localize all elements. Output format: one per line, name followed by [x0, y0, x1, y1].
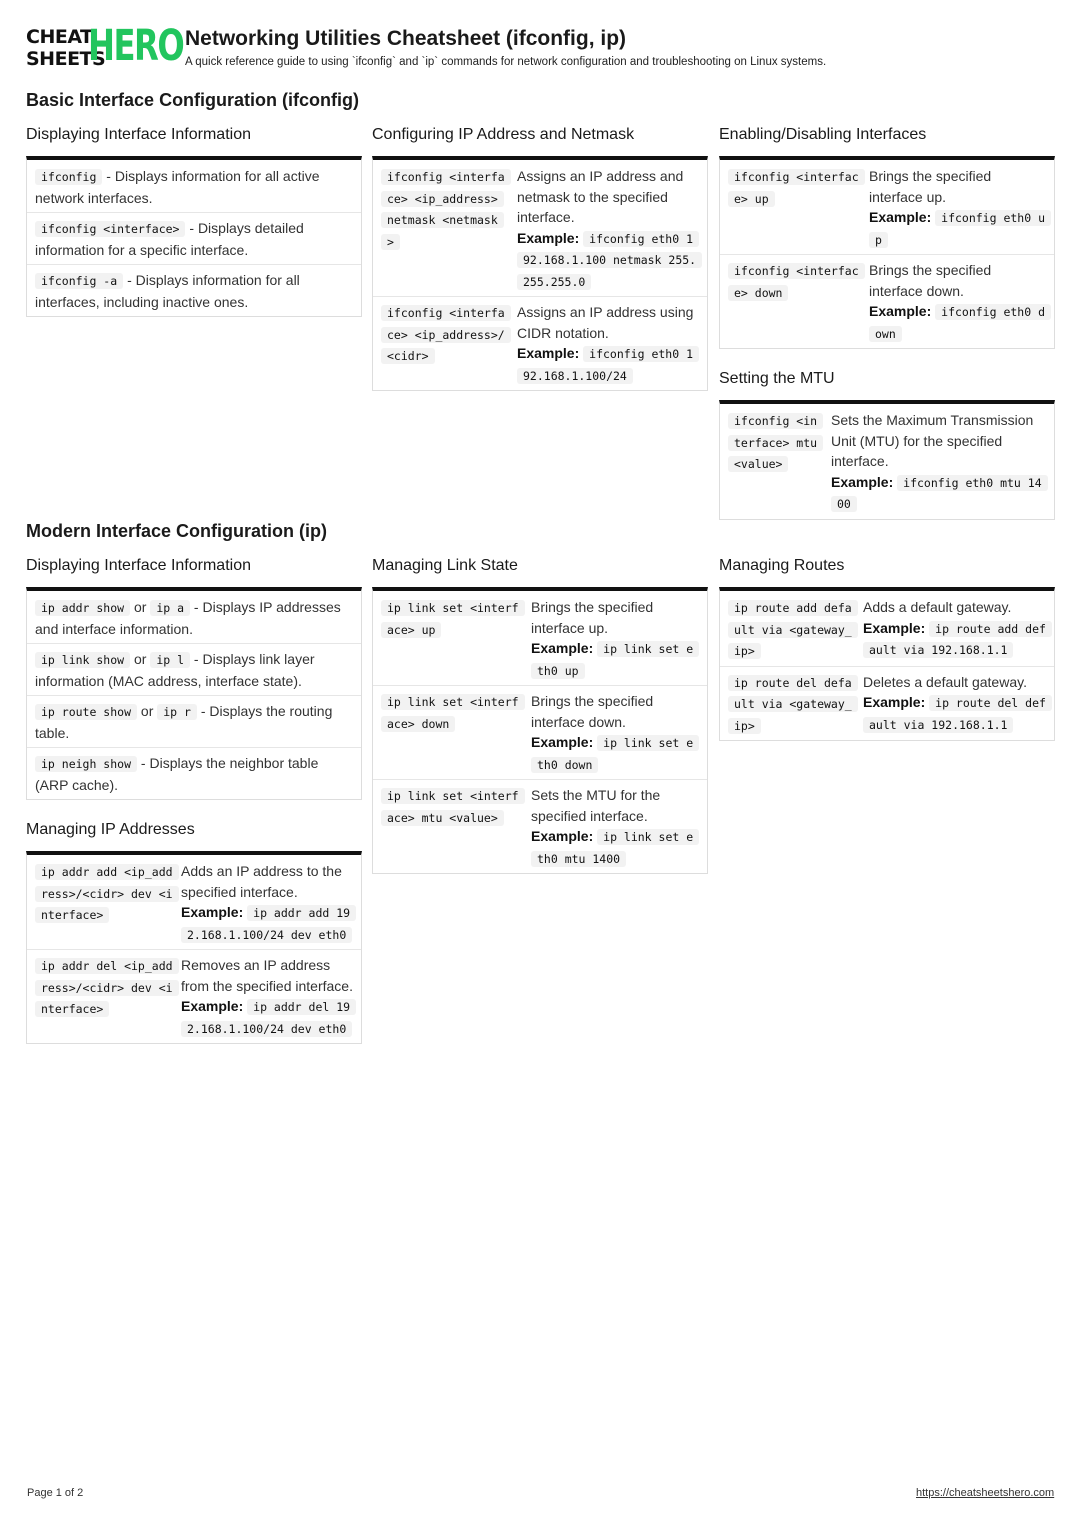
page-title: Networking Utilities Cheatsheet (ifconfig, ip) — [185, 27, 627, 50]
command-description: Assigns an IP address and netmask to the specified interface. — [517, 168, 684, 225]
command-description: Sets the MTU for the specified interface. — [531, 787, 661, 824]
command-alias: ip a — [150, 600, 190, 616]
example-label: Example: — [531, 734, 594, 750]
command-description: Displays the neighbor table (ARP cache). — [35, 755, 319, 793]
card-title: Displaying Interface Information — [26, 557, 251, 574]
table-row — [27, 949, 361, 1043]
example-label: Example: — [831, 473, 894, 490]
list-item: ifconfig -a - Displays information for all interfaces, including inactive ones. — [27, 264, 361, 316]
command-code: ifconfig <interface> up — [728, 169, 865, 207]
card-title: Setting the MTU — [719, 370, 835, 387]
table-row — [720, 160, 1054, 254]
example-label: Example: — [181, 998, 244, 1014]
example-code: ifconfig eth0 up — [869, 210, 1051, 248]
command-code: ip addr show — [35, 600, 130, 616]
example-label: Example: — [531, 828, 594, 844]
example-code: ip addr del 192.168.1.100/24 dev eth0 — [181, 999, 356, 1037]
card-title: Managing IP Addresses — [26, 821, 195, 838]
command-code: ifconfig <interface> <ip_address> netmask <netmask> — [381, 169, 511, 250]
command-code: ip route del default via <gateway_ip> — [728, 675, 858, 734]
example-code: ifconfig eth0 192.168.1.100 netmask 255.255.255.0 — [517, 231, 702, 290]
command-code: ip addr del <ip_address>/<cidr> dev <interface> — [35, 958, 179, 1017]
card-title: Configuring IP Address and Netmask — [372, 126, 635, 143]
card-set-mtu — [719, 400, 1055, 520]
command-code: ip link show — [35, 652, 130, 668]
card-managing-routes — [719, 587, 1055, 741]
card-title: Managing Routes — [719, 557, 845, 574]
command-description: Deletes a default gateway. — [863, 673, 1027, 690]
column-ip-link — [372, 556, 708, 874]
example-label: Example: — [517, 345, 580, 361]
column-ip-display — [26, 556, 362, 1044]
example-code: ifconfig eth0 down — [869, 304, 1051, 342]
list-item: ip route show or ip r - Displays the routing table. — [27, 695, 361, 747]
list-item: ifconfig - Displays information for all active network interfaces. — [35, 168, 320, 206]
command-description: Brings the specified interface up. — [869, 168, 992, 205]
command-code: ifconfig — [35, 169, 102, 185]
card-managing-link — [372, 587, 708, 874]
column-ip-routes — [719, 556, 1055, 741]
command-alias: ip r — [157, 704, 197, 720]
example-code: ifconfig eth0 192.168.1.100/24 — [517, 346, 699, 384]
card-ip-display-info — [26, 587, 362, 800]
example-code: ip addr add 192.168.1.100/24 dev eth0 — [181, 905, 356, 943]
command-code: ip neigh show — [35, 756, 137, 772]
command-code: ifconfig <interface> down — [728, 263, 865, 301]
table-row — [373, 685, 707, 779]
example-label: Example: — [863, 619, 926, 636]
command-code: ip route show — [35, 704, 137, 720]
command-code: ip route add default via <gateway_ip> — [728, 600, 858, 659]
card-display-info — [26, 156, 362, 317]
command-alias: ip l — [150, 652, 190, 668]
example-code: ifconfig eth0 mtu 1400 — [831, 475, 1048, 513]
card-title: Displaying Interface Information — [26, 126, 251, 143]
example-label: Example: — [531, 640, 594, 656]
command-description: Sets the Maximum Transmission Unit (MTU) for the specified interface. — [831, 412, 1034, 469]
page-subtitle: A quick reference guide to using `ifconfig` and `ip` commands for network configuration and troubleshooting on Linux systems. — [185, 56, 827, 68]
logo-cheat-text: CHEAT — [26, 26, 93, 48]
example-code: ip link set eth0 up — [531, 641, 699, 679]
command-code: ifconfig <interface> mtu <value> — [728, 413, 823, 472]
command-description: Adds a default gateway. — [863, 599, 1012, 615]
card-configure-ip — [372, 156, 708, 391]
logo-hero-text: HERO — [88, 21, 184, 71]
table-row — [720, 404, 1054, 519]
footer-link[interactable]: https://cheatsheetshero.com — [916, 1487, 1055, 1499]
command-description: Assigns an IP address using CIDR notation. — [517, 304, 694, 341]
column-ifconfig-configure — [372, 125, 708, 391]
page-header — [26, 21, 1056, 74]
command-code: ip link set <interface> up — [381, 600, 525, 638]
example-code: ip route del default via 192.168.1.1 — [863, 695, 1052, 733]
command-code: ifconfig -a — [35, 273, 123, 289]
command-code: ifconfig <interface> — [35, 221, 185, 237]
table-row — [720, 666, 1054, 741]
card-title: Managing Link State — [372, 557, 518, 574]
command-description: Brings the specified interface down. — [869, 262, 992, 299]
example-code: ip link set eth0 down — [531, 735, 699, 773]
command-description: Brings the specified interface up. — [531, 599, 654, 636]
example-code: ip route add default via 192.168.1.1 — [863, 621, 1052, 659]
example-label: Example: — [869, 209, 932, 225]
section-title-ip: Modern Interface Configuration (ip) — [26, 521, 327, 541]
command-description: Displays link layer information (MAC address, interface state). — [35, 651, 315, 689]
column-ifconfig-display — [26, 125, 362, 317]
table-row — [720, 591, 1054, 666]
command-description: Displays IP addresses and interface information. — [35, 599, 341, 637]
command-code: ip link set <interface> down — [381, 694, 525, 732]
command-code: ip link set <interface> mtu <value> — [381, 788, 525, 826]
card-managing-addresses — [26, 851, 362, 1044]
logo-sheets-text: SHEETS — [26, 48, 106, 70]
command-description: Removes an IP address from the specified interface. — [181, 957, 353, 994]
page-number: Page 1 of 2 — [27, 1487, 84, 1499]
example-label: Example: — [869, 303, 932, 319]
command-description: Displays information for all active network interfaces. — [35, 168, 320, 206]
list-item: ip link show or ip l - Displays link layer information (MAC address, interface state). — [27, 643, 361, 695]
example-label: Example: — [863, 694, 926, 710]
list-item: ip neigh show - Displays the neighbor table (ARP cache). — [27, 747, 361, 799]
table-row — [720, 254, 1054, 348]
command-description: Displays detailed information for a specific interface. — [35, 220, 304, 258]
example-label: Example: — [517, 229, 580, 246]
command-code: ifconfig <interface> <ip_address>/<cidr> — [381, 305, 511, 364]
command-description: Displays the routing table. — [35, 703, 333, 741]
table-row — [373, 296, 707, 390]
example-label: Example: — [181, 904, 244, 920]
command-code: ip addr add <ip_address>/<cidr> dev <interface> — [35, 864, 179, 923]
section-title-ifconfig: Basic Interface Configuration (ifconfig) — [26, 90, 360, 110]
table-row — [373, 779, 707, 873]
brand-logo[interactable] — [26, 21, 184, 72]
column-ifconfig-enable — [719, 125, 1055, 520]
table-row — [27, 855, 361, 949]
example-code: ip link set eth0 mtu 1400 — [531, 829, 699, 867]
card-enable-disable — [719, 156, 1055, 349]
list-item: ifconfig <interface> - Displays detailed information for a specific interface. — [27, 212, 361, 264]
card-title: Enabling/Disabling Interfaces — [719, 126, 927, 143]
command-description: Adds an IP address to the specified interface. — [181, 863, 342, 900]
table-row — [373, 591, 707, 685]
command-description: Brings the specified interface down. — [531, 693, 654, 730]
table-row — [373, 160, 707, 296]
command-description: Displays information for all interfaces, including inactive ones. — [35, 272, 300, 310]
list-item: ip addr show or ip a - Displays IP addresses and interface information. — [35, 599, 341, 637]
